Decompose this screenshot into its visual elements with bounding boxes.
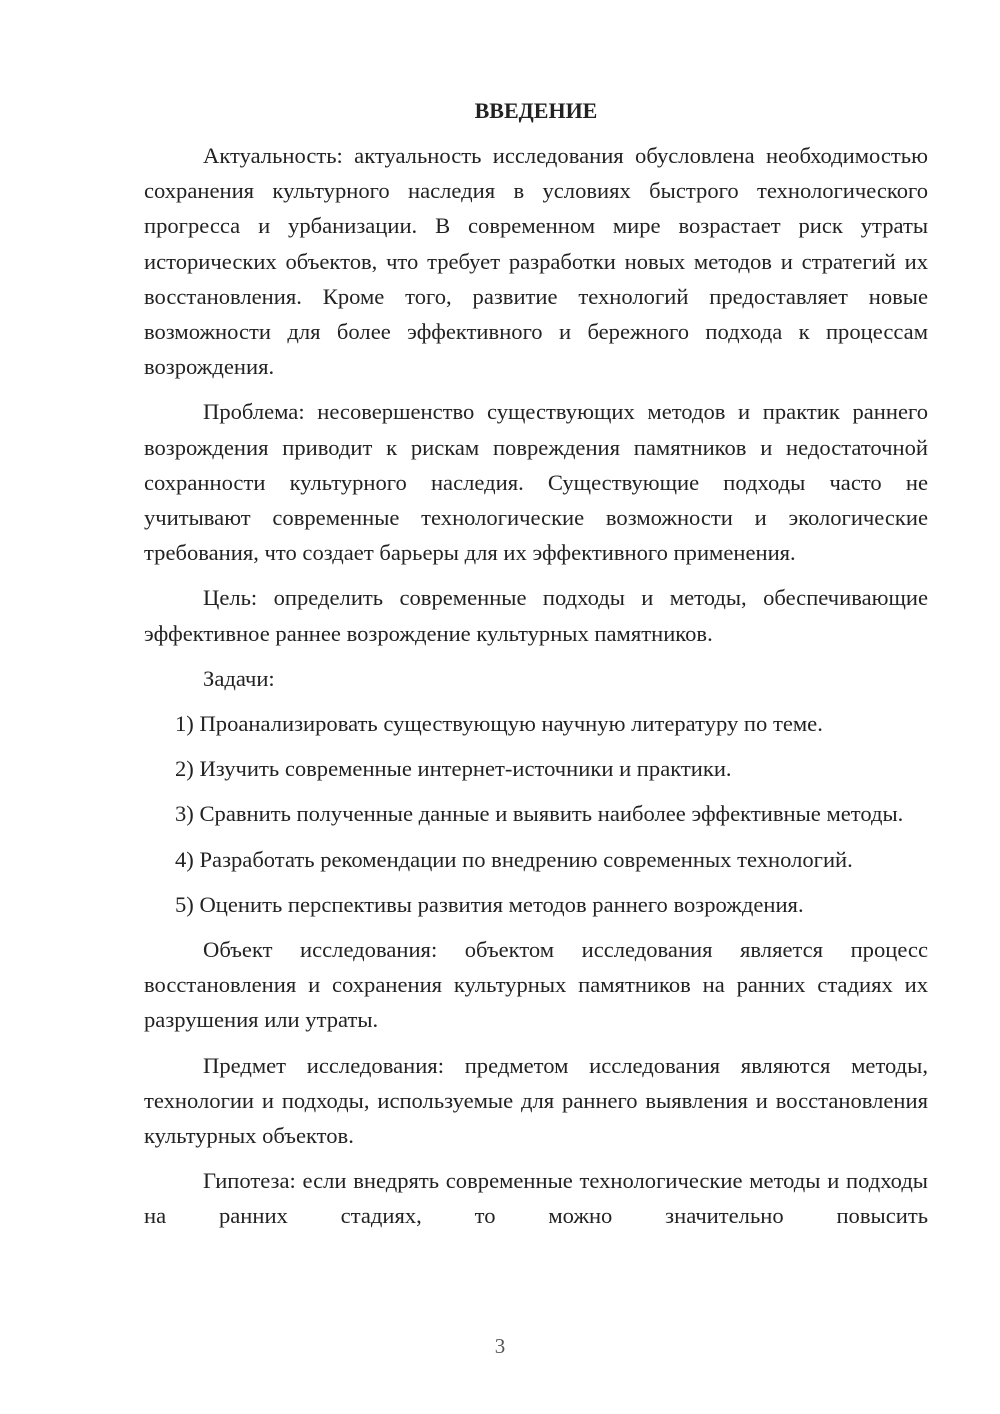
task-item-2: 2) Изучить современные интернет-источники и практики. — [175, 756, 732, 782]
problem-paragraph: Проблема: несовершенство существующих методов и практик раннего возрождения приводит к рискам повреждения памятников и недостаточной сохранности культурного наследия. Существующие подходы часто не учитывают современные технологические возможности и экологические требования, что создает барьеры для их эффективного применения. — [144, 399, 928, 566]
task-item-1: 1) Проанализировать существующую научную литературу по теме. — [175, 711, 823, 737]
task-item-5: 5) Оценить перспективы развития методов раннего возрождения. — [175, 891, 804, 917]
page-number: 3 — [494, 1334, 506, 1358]
object-paragraph: Объект исследования: объектом исследования является процесс восстановления и сохранения культурных памятников на ранних стадиях их разрушения или утраты. — [144, 937, 928, 1033]
task-item-3: 3) Сравнить полученные данные и выявить наиболее эффективные методы. — [175, 801, 904, 827]
task-item-4: 4) Разработать рекомендации по внедрению современных технологий. — [175, 846, 853, 872]
relevance-paragraph: Актуальность: актуальность исследования обусловлена необходимостью сохранения культурного наследия в условиях быстрого технологического прогресса и урбанизации. В современном мире возрастает риск утраты исторических объектов, что требует разработки новых методов и стратегий их восстановления. Кроме того, развитие технологий предоставляет новые возможности для более эффективного и бережного подхода к процессам возрождения. — [144, 143, 928, 380]
tasks-label: Задачи: — [203, 665, 275, 691]
hypothesis-paragraph: Гипотеза: если внедрять современные технологические методы и подходы на ранних стадиях, то можно значительно повысить — [144, 1168, 928, 1229]
page-content — [144, 94, 928, 1244]
subject-paragraph: Предмет исследования: предметом исследования являются методы, технологии и подходы, используемые для раннего выявления и восстановления культурных объектов. — [144, 1052, 928, 1149]
section-heading: ВВЕДЕНИЕ — [474, 98, 598, 123]
goal-paragraph: Цель: определить современные подходы и методы, обеспечивающие эффективное раннее возрождение культурных памятников. — [144, 585, 928, 646]
